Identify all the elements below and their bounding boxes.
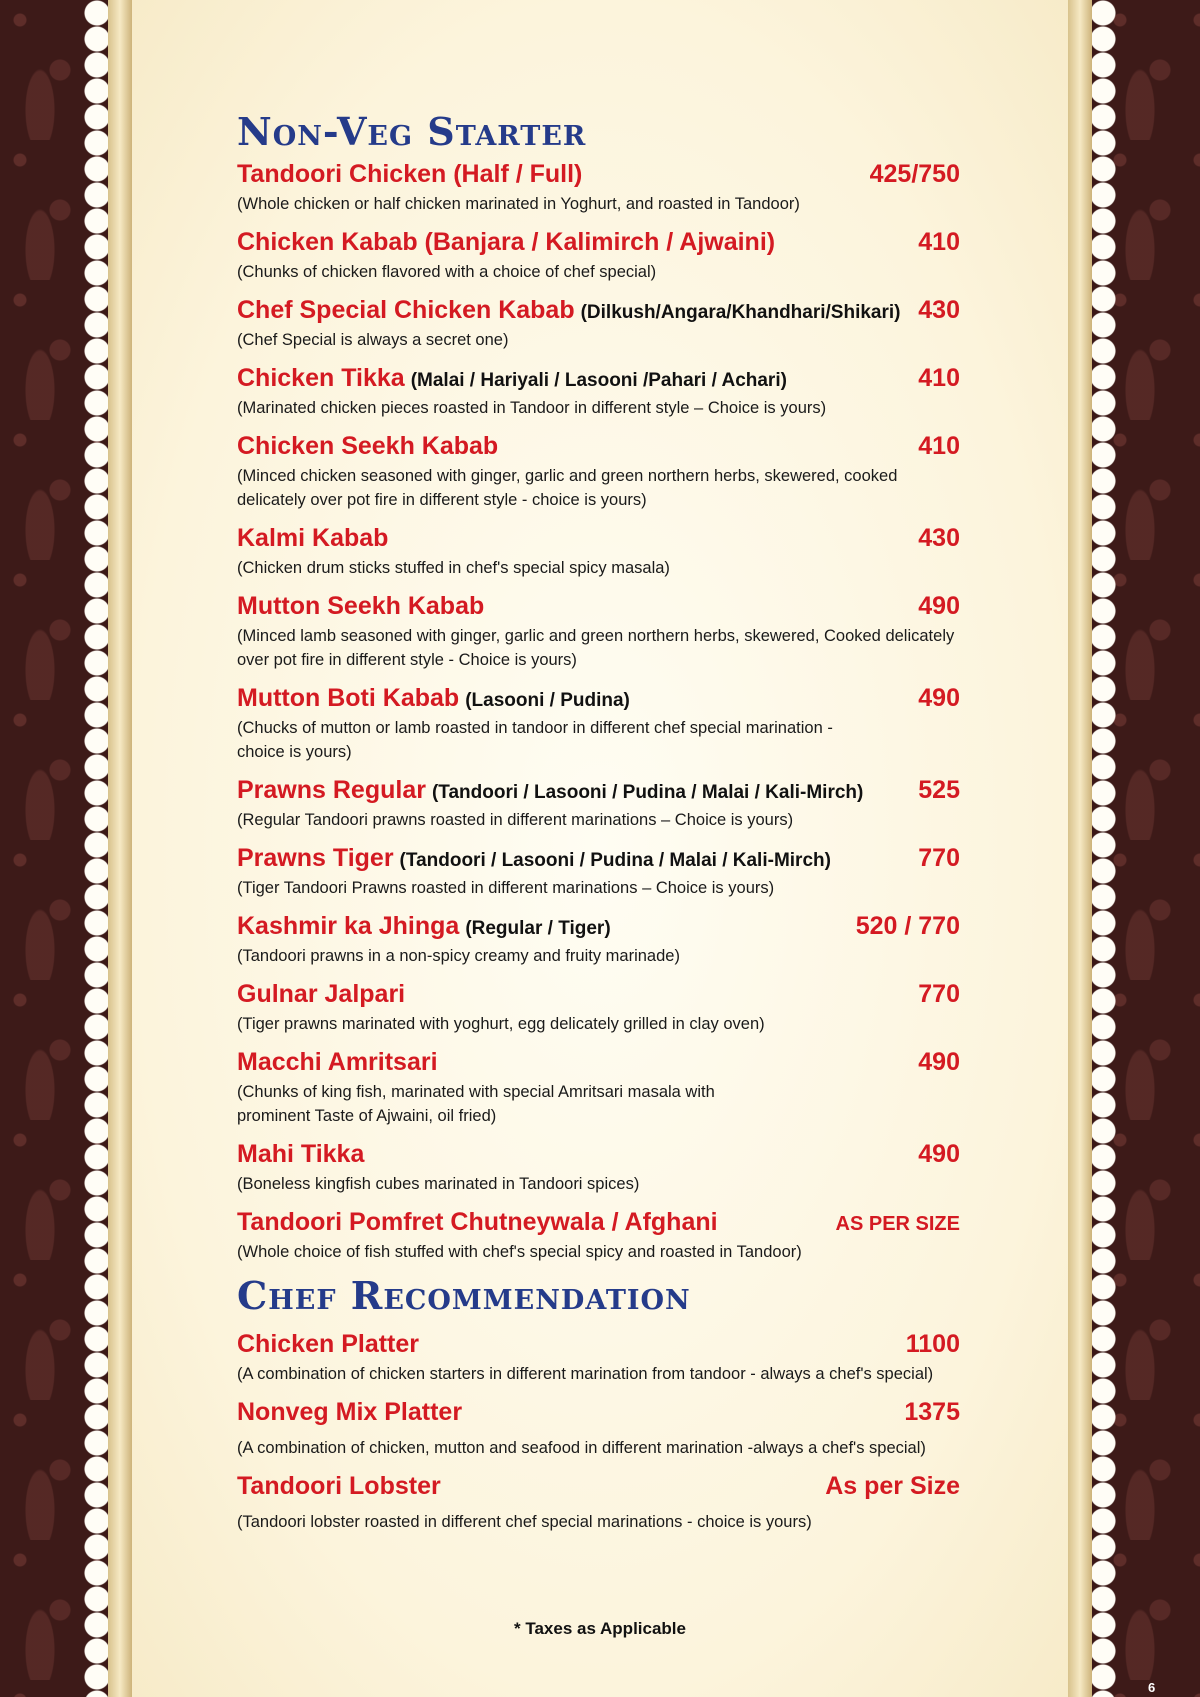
item-description: (A combination of chicken, mutton and seafood in different marination -always a chef's special) xyxy=(237,1439,926,1457)
item-name: Tandoori Lobster xyxy=(237,1472,441,1500)
left-scallop-edge xyxy=(84,0,110,1697)
item-name: Kashmir ka Jhinga xyxy=(237,912,460,940)
menu-item xyxy=(237,1470,960,1534)
menu-item xyxy=(237,910,960,968)
item-description: (Boneless kingfish cubes marinated in Tandoori spices) xyxy=(237,1175,640,1193)
item-description: (Chucks of mutton or lamb roasted in tandoor in different chef special marination - choice is yours) xyxy=(237,719,833,761)
item-name: Chicken Tikka xyxy=(237,364,405,392)
item-name: Macchi Amritsari xyxy=(237,1048,438,1076)
menu-item xyxy=(237,682,960,764)
item-price: 525 xyxy=(918,776,960,804)
item-price: AS PER SIZE xyxy=(835,1213,960,1235)
item-price: As per Size xyxy=(825,1472,960,1500)
item-price: 490 xyxy=(918,684,960,712)
item-name: Chicken Kabab (Banjara / Kalimirch / Ajwaini) xyxy=(237,228,776,256)
item-price: 430 xyxy=(918,524,960,552)
item-price: 1100 xyxy=(905,1330,960,1358)
tax-note: * Taxes as Applicable xyxy=(514,1619,686,1638)
item-name: Kalmi Kabab xyxy=(237,524,389,552)
item-description: (Tiger prawns marinated with yoghurt, egg delicately grilled in clay oven) xyxy=(237,1015,765,1033)
item-name: Chicken Platter xyxy=(237,1330,420,1358)
item-price: 410 xyxy=(918,228,960,256)
item-name: Chef Special Chicken Kabab xyxy=(237,296,575,324)
item-name: Mutton Seekh Kabab xyxy=(237,592,485,620)
item-variants: (Regular / Tiger) xyxy=(465,918,611,939)
menu-item xyxy=(237,1138,960,1196)
menu-item xyxy=(237,362,960,420)
item-description: (Chunks of king fish, marinated with special Amritsari masala with prominent Taste of Ajwaini, oil fried) xyxy=(237,1083,715,1125)
item-variants: (Tandoori / Lasooni / Pudina / Malai / Kali-Mirch) xyxy=(431,782,864,803)
item-variants: (Tandoori / Lasooni / Pudina / Malai / Kali-Mirch) xyxy=(399,850,831,871)
item-price: 410 xyxy=(918,432,960,460)
item-description: (Marinated chicken pieces roasted in Tandoor in different style – Choice is yours) xyxy=(237,399,827,417)
item-description: (Whole chicken or half chicken marinated in Yoghurt, and roasted in Tandoor) xyxy=(237,195,800,213)
item-price: 770 xyxy=(918,980,960,1008)
item-price: 490 xyxy=(918,1140,960,1168)
menu-item xyxy=(237,1046,960,1128)
section-chef-recommendation xyxy=(237,1274,960,1534)
menu-item xyxy=(237,1328,960,1386)
right-scallop-edge xyxy=(1090,0,1116,1697)
item-description: (Chunks of chicken flavored with a choice of chef special) xyxy=(237,263,657,281)
item-description: (Chicken drum sticks stuffed in chef's special spicy masala) xyxy=(237,559,670,577)
left-gold-strip xyxy=(108,0,132,1697)
item-description: (A combination of chicken starters in different marination from tandoor - always a chef's special) xyxy=(237,1365,934,1383)
item-name: Prawns Regular xyxy=(237,776,426,804)
item-description: (Chef Special is always a secret one) xyxy=(237,331,509,349)
item-price: 770 xyxy=(918,844,960,872)
menu-item xyxy=(237,294,960,352)
item-name: Mutton Boti Kabab xyxy=(237,684,460,712)
menu-item xyxy=(237,842,960,900)
menu-item xyxy=(237,978,960,1036)
section-title: Non-Veg Starter xyxy=(237,109,587,154)
item-description: (Tandoori prawns in a non-spicy creamy and fruity marinade) xyxy=(237,947,680,965)
page-number: 6 xyxy=(1148,1680,1156,1695)
menu-item xyxy=(237,430,960,512)
item-price: 410 xyxy=(918,364,960,392)
item-description: (Whole choice of fish stuffed with chef's special spicy and roasted in Tandoor) xyxy=(237,1243,802,1261)
item-name: Nonveg Mix Platter xyxy=(237,1398,463,1426)
item-name: Gulnar Jalpari xyxy=(237,980,406,1008)
item-variants: (Dilkush/Angara/Khandhari/Shikari) xyxy=(580,302,901,323)
item-variants: (Malai / Hariyali / Lasooni /Pahari / Achari) xyxy=(410,370,787,391)
item-name: Tandoori Pomfret Chutneywala / Afghani xyxy=(237,1208,718,1236)
item-name: Prawns Tiger xyxy=(237,844,394,872)
menu-item xyxy=(237,158,960,216)
section-title: Chef Recommendation xyxy=(237,1273,691,1318)
menu-item xyxy=(237,1206,960,1264)
menu-item xyxy=(237,226,960,284)
item-description: (Minced chicken seasoned with ginger, garlic and green northern herbs, skewered, cooked delicately over pot fire in different style - choice is yours) xyxy=(237,467,898,509)
menu-item xyxy=(237,590,960,672)
menu-item xyxy=(237,774,960,832)
item-price: 1375 xyxy=(904,1398,960,1426)
item-description: (Minced lamb seasoned with ginger, garlic and green northern herbs, skewered, Cooked delicately over pot fire in different style - Choice is yours) xyxy=(237,627,955,669)
item-description: (Tiger Tandoori Prawns roasted in different marinations – Choice is yours) xyxy=(237,879,775,897)
item-description: (Regular Tandoori prawns roasted in different marinations – Choice is yours) xyxy=(237,811,794,829)
item-price: 520 / 770 xyxy=(855,912,960,940)
item-price: 430 xyxy=(918,296,960,324)
item-price: 490 xyxy=(918,592,960,620)
item-name: Chicken Seekh Kabab xyxy=(237,432,499,460)
item-price: 490 xyxy=(918,1048,960,1076)
menu-content xyxy=(237,110,960,1544)
item-name: Mahi Tikka xyxy=(237,1140,365,1168)
menu-item xyxy=(237,1396,960,1460)
menu-item xyxy=(237,522,960,580)
section-non-veg-starter xyxy=(237,110,960,1264)
item-variants: (Lasooni / Pudina) xyxy=(465,690,630,711)
right-gold-strip xyxy=(1068,0,1092,1697)
item-price: 425/750 xyxy=(869,160,960,188)
item-description: (Tandoori lobster roasted in different chef special marinations - choice is yours) xyxy=(237,1513,812,1531)
item-name: Tandoori Chicken (Half / Full) xyxy=(237,160,583,188)
